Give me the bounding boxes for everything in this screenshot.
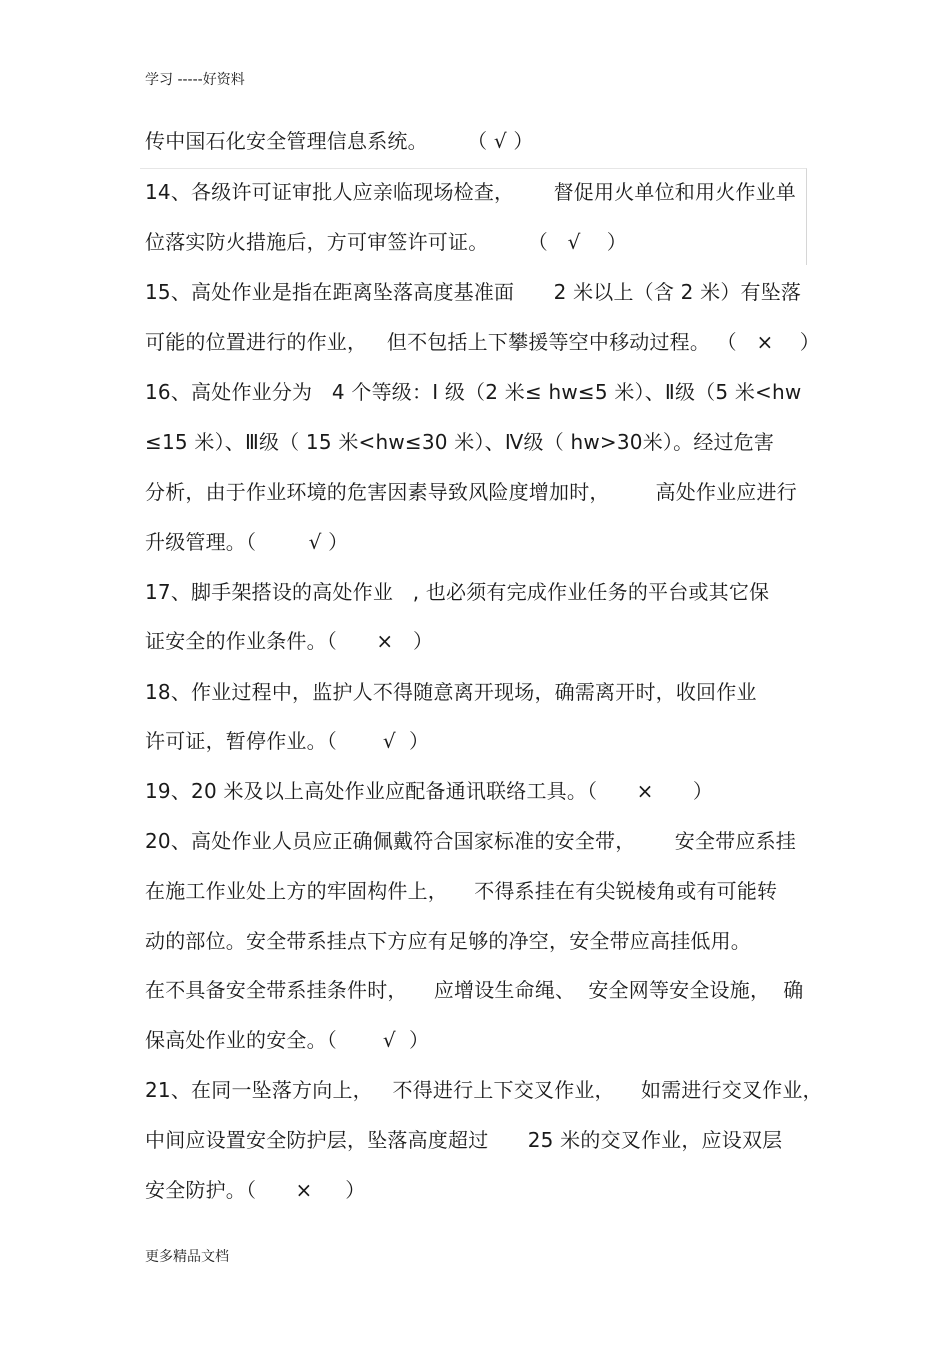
text-line: 19、20 米及以上高处作业应配备通讯联络工具。（ × ）: [145, 779, 714, 803]
text-line: 传中国石化安全管理信息系统。 （ √ ）: [145, 129, 534, 153]
text-line: 14、各级许可证审批人应亲临现场检查， 督促用火单位和用火作业单: [145, 180, 796, 204]
text-line: 在施工作业处上方的牢固构件上， 不得系挂在有尖锐棱角或有可能转: [145, 879, 778, 903]
text-line: 位落实防火措施后，方可审签许可证。 （ √ ）: [145, 230, 627, 254]
text-line: 保高处作业的安全。（ √ ）: [145, 1028, 430, 1052]
text-line: 18、作业过程中，监护人不得随意离开现场，确需离开时，收回作业: [145, 680, 757, 704]
text-line: 可能的位置进行的作业， 但不包括上下攀援等空中移动过程。 （ × ）: [145, 330, 820, 354]
text-line: 升级管理。（ √ ）: [145, 530, 349, 554]
text-line: 许可证，暂停作业。（ √ ）: [145, 729, 430, 753]
text-line: 15、高处作业是指在距离坠落高度基准面 2 米以上（含 2 米）有坠落: [145, 280, 802, 304]
page-header: 学习 -----好资料: [145, 72, 245, 88]
text-line: 证安全的作业条件。（ × ）: [145, 629, 434, 653]
page-footer: 更多精品文档: [145, 1249, 229, 1265]
text-line: 20、高处作业人员应正确佩戴符合国家标准的安全带， 安全带应系挂: [145, 829, 796, 853]
text-line: ≤15 米）、Ⅲ级（ 15 米<hw≤30 米）、Ⅳ级（ hw>30米）。经过危害: [145, 430, 775, 454]
text-line: 在不具备安全带系挂条件时， 应增设生命绳、 安全网等安全设施， 确: [145, 978, 804, 1002]
text-line: 分析，由于作业环境的危害因素导致风险度增加时， 高处作业应进行: [145, 480, 797, 504]
text-line: 安全防护。（ × ）: [145, 1178, 366, 1202]
text-line: 中间应设置安全防护层，坠落高度超过 25 米的交叉作业，应设双层: [145, 1128, 783, 1152]
text-line: 16、高处作业分为 4 个等级：Ⅰ 级（2 米≤ hw≤5 米）、Ⅱ级（5 米<hw: [145, 380, 802, 404]
text-line: 21、在同一坠落方向上， 不得进行上下交叉作业， 如需进行交叉作业，: [145, 1078, 823, 1102]
text-line: 17、脚手架搭设的高处作业 , 也必须有完成作业任务的平台或其它保: [145, 580, 770, 604]
text-line: 动的部位。安全带系挂点下方应有足够的净空，安全带应高挂低用。: [145, 929, 751, 953]
